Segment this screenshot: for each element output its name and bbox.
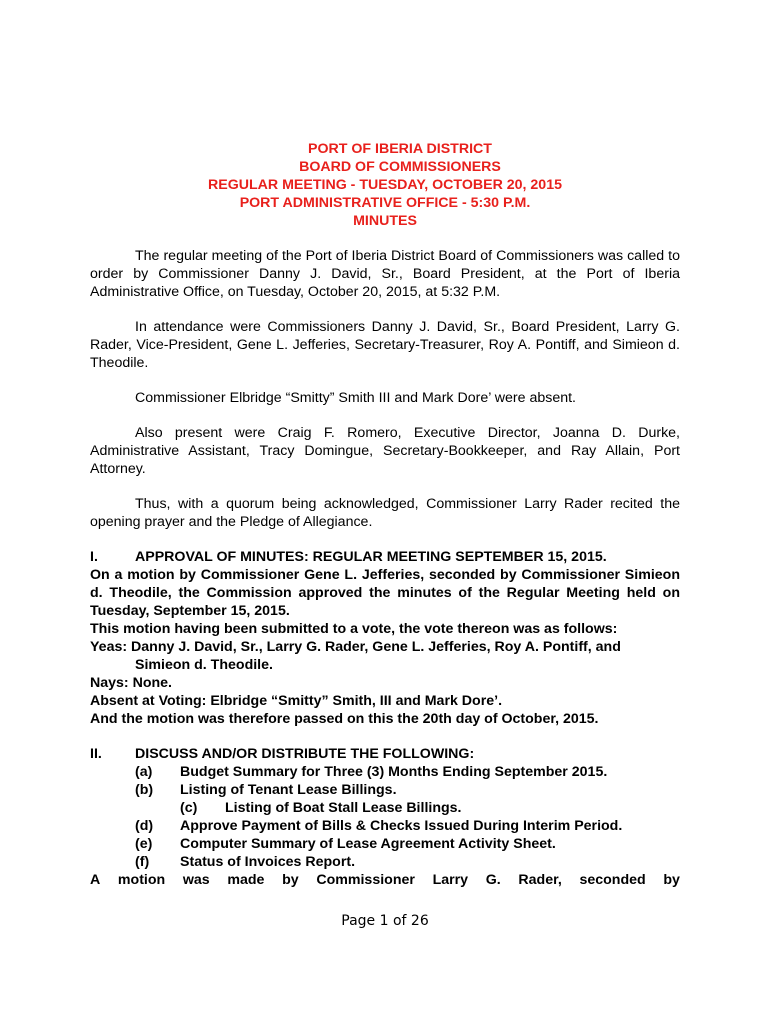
vote-nays: Nays: None.	[90, 675, 172, 691]
motion-word: made	[227, 872, 265, 888]
motion-word: Commissioner	[316, 872, 415, 888]
vote-absent: Absent at Voting: Elbridge “Smitty” Smith, III and Mark Dore’.	[90, 693, 503, 709]
list-item	[90, 853, 680, 871]
motion-word: Larry	[432, 872, 469, 888]
list-item-label: (b)	[135, 782, 154, 798]
list-item-text: Listing of Boat Stall Lease Billings.	[225, 800, 462, 816]
paragraph-call-to-order: The regular meeting of the Port of Iberia District Board of Commissioners was called to order by Commissioner Danny J. David, Sr., Board President, at the Port of Iberia Administrative Office, on Tuesday, October 20, 2015, at 5:32 P.M.	[90, 248, 680, 300]
header-line-minutes: MINUTES	[353, 213, 417, 229]
list-item	[90, 763, 680, 781]
list-item-text: Budget Summary for Three (3) Months Ending September 2015.	[180, 764, 608, 780]
section-number: I.	[90, 549, 98, 565]
section-approval-of-minutes	[90, 548, 680, 728]
paragraph-absent: Commissioner Elbridge “Smitty” Smith III and Mark Dore’ were absent.	[135, 390, 577, 406]
paragraph-also-present: Also present were Craig F. Romero, Executive Director, Joanna D. Durke, Administrative Assistant, Tracy Domingue, Secretary-Bookkeeper, and Ray Allain, Port Attorney.	[90, 425, 680, 477]
motion-word: motion	[117, 872, 166, 888]
list-item	[90, 817, 680, 835]
list-item-label: (d)	[135, 818, 154, 834]
section-heading	[90, 745, 680, 763]
motion-word: A	[90, 872, 101, 888]
list-item-label: (a)	[135, 764, 153, 780]
paragraph-quorum: Thus, with a quorum being acknowledged, Commissioner Larry Rader recited the opening prayer and the Pledge of Allegiance.	[90, 496, 680, 530]
motion-word: by	[663, 872, 680, 888]
motion-word: by	[282, 872, 299, 888]
list-item-label: (c)	[180, 800, 198, 816]
list-item	[90, 835, 680, 853]
motion-word: G.	[485, 872, 501, 888]
section-title: APPROVAL OF MINUTES: REGULAR MEETING SEPTEMBER 15, 2015.	[135, 549, 607, 565]
list-item-text: Status of Invoices Report.	[180, 854, 356, 870]
header-line-district: PORT OF IBERIA DISTRICT	[308, 141, 492, 157]
motion-word: Rader,	[518, 872, 562, 888]
list-item-text: Listing of Tenant Lease Billings.	[180, 782, 397, 798]
header-line-location: PORT ADMINISTRATIVE OFFICE - 5:30 P.M.	[239, 195, 531, 211]
section-number: II.	[90, 746, 102, 762]
vote-yeas-continued: Simieon d. Theodile.	[135, 657, 273, 673]
motion-word: was	[182, 872, 210, 888]
document-header	[90, 140, 680, 230]
list-item-text: Computer Summary of Lease Agreement Activity Sheet.	[180, 836, 556, 852]
list-item-label: (e)	[135, 836, 153, 852]
motion-line	[90, 871, 680, 889]
list-item	[90, 799, 680, 817]
motion-text: On a motion by Commissioner Gene L. Jefferies, seconded by Commissioner Simieon d. Theodile, the Commission approved the minutes of the Regular Meeting held on Tuesday, September 15, 2015.	[90, 567, 680, 619]
page-number-footer: Page 1 of 26	[341, 913, 429, 929]
section-title: DISCUSS AND/OR DISTRIBUTE THE FOLLOWING:	[135, 746, 475, 762]
motion-passed: And the motion was therefore passed on this the 20th day of October, 2015.	[90, 711, 599, 727]
list-item-text: Approve Payment of Bills & Checks Issued During Interim Period.	[180, 818, 623, 834]
motion-word: seconded	[579, 872, 646, 888]
section-heading	[90, 548, 680, 566]
document-page	[90, 140, 680, 889]
vote-intro: This motion having been submitted to a vote, the vote thereon was as follows:	[90, 621, 618, 637]
header-line-meeting: REGULAR MEETING - TUESDAY, OCTOBER 20, 2015	[208, 177, 562, 193]
header-line-board: BOARD OF COMMISSIONERS	[299, 159, 501, 175]
section-discuss-distribute	[90, 745, 680, 889]
paragraph-attendance: In attendance were Commissioners Danny J. David, Sr., Board President, Larry G. Rader, Vice-President, Gene L. Jefferies, Secretary-Treasurer, Roy A. Pontiff, and Simieon d. Theodile.	[90, 319, 680, 371]
list-item-label: (f)	[135, 854, 150, 870]
vote-yeas: Yeas: Danny J. David, Sr., Larry G. Rader, Gene L. Jefferies, Roy A. Pontiff, and	[90, 639, 621, 655]
list-item	[90, 781, 680, 799]
